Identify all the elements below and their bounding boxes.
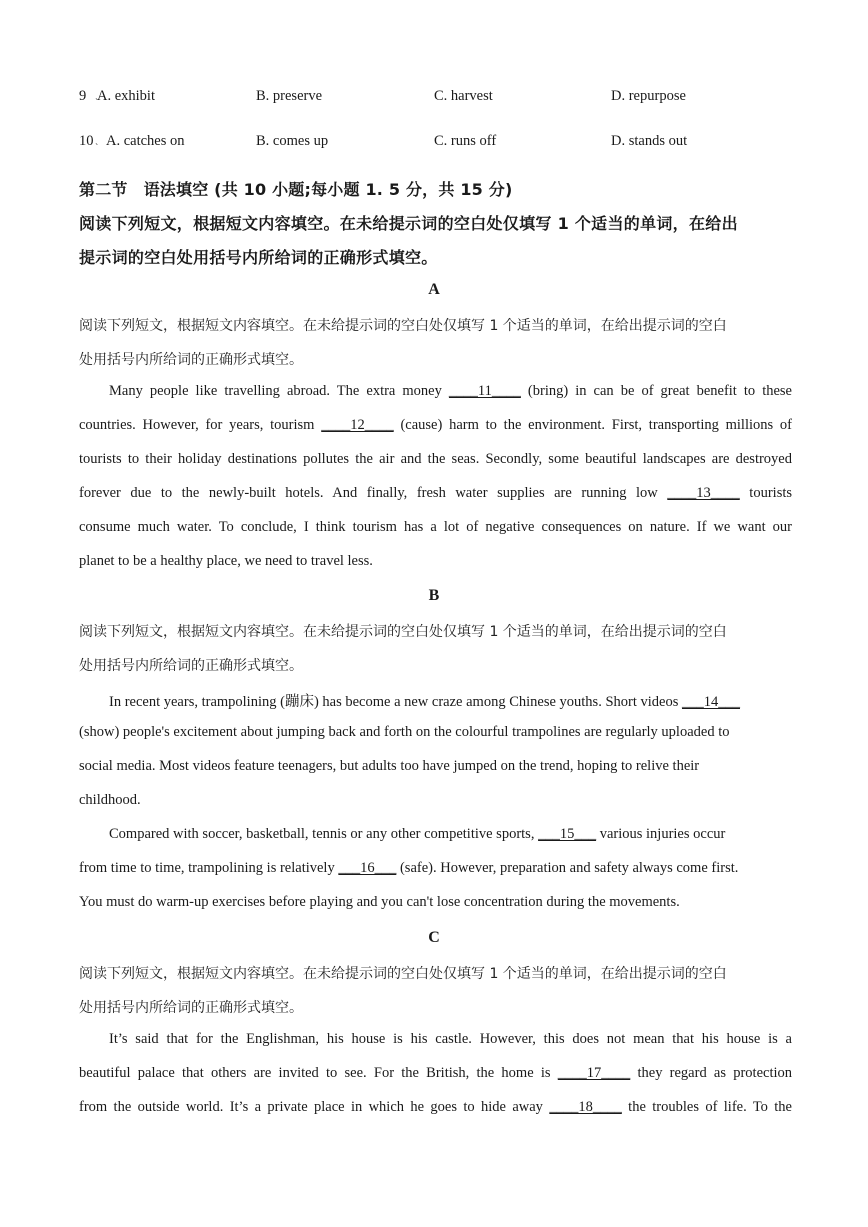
section-heading [79, 177, 512, 200]
option-c: C. runs off [434, 133, 497, 149]
passage-b-line5: Compared with soccer, basketball, tennis or any other competitive sports, ___15___ various injuries occur [109, 826, 726, 842]
passage-c-line2: beautiful palace that others are invited to see. For the British, the home is ____17____ they regard as protection [79, 1065, 793, 1081]
question-9-options [79, 88, 799, 108]
question-number: 10 [79, 133, 94, 149]
section-instruction-line1: 阅读下列短文，根据短文内容填空。在未给提示词的空白处仅填写 1 个适当的单词，在给出 [79, 214, 738, 233]
passage-b-heading: B [428, 587, 440, 604]
blank-18[interactable]: ____18____ [549, 1099, 622, 1115]
passage-a-line3: tourists to their holiday destinations pollutes the air and the seas. Secondly, some beautiful landscapes are destroyed [79, 451, 792, 467]
passage-c-instruction-line1: 阅读下列短文，根据短文内容填空。在未给提示词的空白处仅填写 1 个适当的单词，在给出提示词的空白 [79, 966, 727, 982]
section-name: 第二节 [79, 180, 128, 199]
section-title: 语法填空 (共 10 小题;每小题 1. 5 分，共 15 分) [143, 180, 513, 199]
option-d: D. stands out [611, 133, 688, 149]
passage-b-line6: from time to time, trampolining is relatively ___16___ (safe). However, preparation and safety always come first. [79, 860, 739, 876]
blank-14[interactable]: ___14___ [681, 694, 740, 710]
blank-12[interactable]: ____12____ [321, 417, 394, 433]
passage-b-line1: In recent years, trampolining (蹦床) has become a new craze among Chinese youths. Short videos ___14___ [109, 694, 740, 710]
question-10-options [79, 133, 799, 153]
blank-15[interactable]: ___15___ [538, 826, 597, 842]
passage-a-line6: planet to be a healthy place, we need to travel less. [79, 553, 373, 569]
option-b: B. comes up [256, 133, 329, 149]
blank-16[interactable]: ___16___ [338, 860, 397, 876]
passage-a-heading: A [428, 281, 440, 298]
passage-c-heading: C [428, 929, 440, 946]
option-b: B. preserve [256, 88, 323, 104]
passage-b-line2: (show) people's excitement about jumping back and forth on the colourful trampolines are regularly uploaded to [79, 724, 730, 740]
option-a: A. catches on [106, 133, 185, 149]
option-d: D. repurpose [611, 88, 686, 104]
passage-a-instruction-line2: 处用括号内所给词的正确形式填空。 [79, 352, 303, 368]
passage-b-line7: You must do warm-up exercises before playing and you can't lose concentration during the movements. [79, 894, 680, 910]
blank-13[interactable]: ____13____ [667, 485, 740, 501]
passage-b-instruction-line2: 处用括号内所给词的正确形式填空。 [79, 658, 303, 674]
passage-b-line4: childhood. [79, 792, 141, 808]
passage-c-line3: from the outside world. It’s a private place in which he goes to hide away ____18____ the troubles of life. To the [79, 1099, 792, 1115]
passage-c-line1: It’s said that for the Englishman, his house is his castle. However, this does not mean that his house is a [109, 1031, 792, 1047]
passage-a-line1: Many people like travelling abroad. The extra money ____11____ (bring) in can be of great benefit to these [109, 383, 792, 399]
passage-a-line2: countries. However, for years, tourism ____12____ (cause) harm to the environment. First, transporting millions of [79, 417, 792, 433]
blank-11[interactable]: ____11____ [448, 383, 521, 399]
passage-c-instruction-line2: 处用括号内所给词的正确形式填空。 [79, 1000, 303, 1016]
passage-a-line5: consume much water. To conclude, I think tourism has a lot of negative consequences on nature. If we want our [79, 519, 792, 535]
passage-b-instruction-line1: 阅读下列短文，根据短文内容填空。在未给提示词的空白处仅填写 1 个适当的单词，在给出提示词的空白 [79, 624, 727, 640]
passage-a-line4: forever due to the newly-built hotels. And finally, fresh water supplies are running low ____13____ tourists [79, 485, 793, 501]
section-instruction-line2: 提示词的空白处用括号内所给词的正确形式填空。 [79, 248, 438, 267]
question-number: 9 [79, 88, 87, 104]
option-a: A. exhibit [97, 88, 155, 104]
passage-a-instruction-line1: 阅读下列短文，根据短文内容填空。在未给提示词的空白处仅填写 1 个适当的单词，在给出提示词的空白 [79, 318, 727, 334]
blank-17[interactable]: ____17____ [557, 1065, 631, 1081]
dot-mark: ` [95, 98, 99, 109]
passage-b-line3: social media. Most videos feature teenagers, but adults too have jumped on the trend, hoping to relive their [79, 758, 700, 774]
option-c: C. harvest [434, 88, 493, 104]
dot-mark: ` [95, 143, 99, 154]
